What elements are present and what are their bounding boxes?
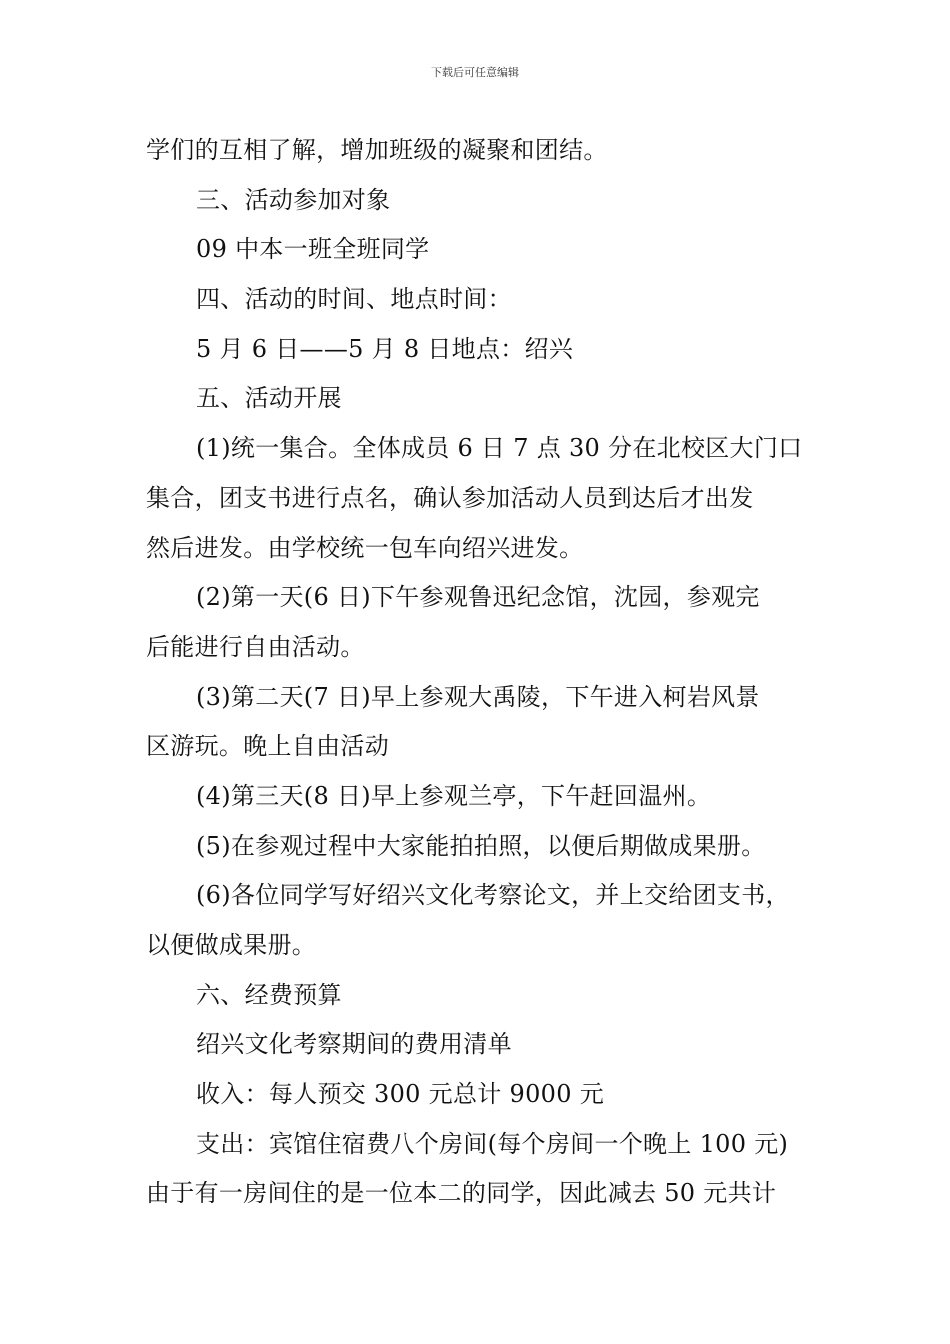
activity-item-3-line-2: 区游玩。晚上自由活动 [146, 732, 389, 761]
paragraph-continuation: 学们的互相了解，增加班级的凝聚和团结。 [146, 136, 608, 164]
budget-list-title: 绍兴文化考察期间的费用清单 [196, 1030, 512, 1059]
section-heading-budget: 六、经费预算 [196, 980, 342, 1009]
activity-item-1-line-1: (1)统一集合。全体成员 6 日 7 点 30 分在北校区大门口 [196, 434, 803, 463]
budget-income: 收入：每人预交 300 元总计 9000 元 [196, 1080, 605, 1109]
activity-item-6-line-1: (6)各位同学写好绍兴文化考察论文，并上交给团支书， [196, 881, 790, 910]
document-body [146, 126, 826, 1219]
activity-item-2-line-2: 后能进行自由活动。 [146, 632, 365, 661]
activity-item-4: (4)第三天(8 日)早上参观兰亭，下午赶回温州。 [196, 781, 712, 810]
activity-item-2-line-1: (2)第一天(6 日)下午参观鲁迅纪念馆，沈园，参观完 [196, 583, 760, 612]
activity-item-1-line-2: 集合，团支书进行点名，确认参加活动人员到达后才出发 [146, 483, 754, 512]
budget-expense-line-1: 支出：宾馆住宿费八个房间(每个房间一个晚上 100 元) [196, 1129, 789, 1158]
activity-item-3-line-1: (3)第二天(7 日)早上参观大禹陵，下午进入柯岩风景 [196, 682, 760, 711]
budget-expense-line-2: 由于有一房间住的是一位本二的同学，因此减去 50 元共计 [146, 1179, 777, 1208]
section-heading-participants: 三、活动参加对象 [196, 185, 391, 214]
section-heading-activities: 五、活动开展 [196, 384, 342, 413]
activity-item-6-line-2: 以便做成果册。 [146, 931, 317, 959]
activity-item-5: (5)在参观过程中大家能拍拍照，以便后期做成果册。 [196, 831, 766, 860]
time-place-text: 5 月 6 日——5 月 8 日地点：绍兴 [196, 334, 574, 363]
page-header: 下载后可任意编辑 [431, 66, 519, 79]
activity-item-1-line-3: 然后进发。由学校统一包车向绍兴进发。 [146, 533, 584, 562]
section-heading-time-place: 四、活动的时间、地点时间： [196, 285, 512, 314]
participants-text: 09 中本一班全班同学 [196, 235, 430, 264]
